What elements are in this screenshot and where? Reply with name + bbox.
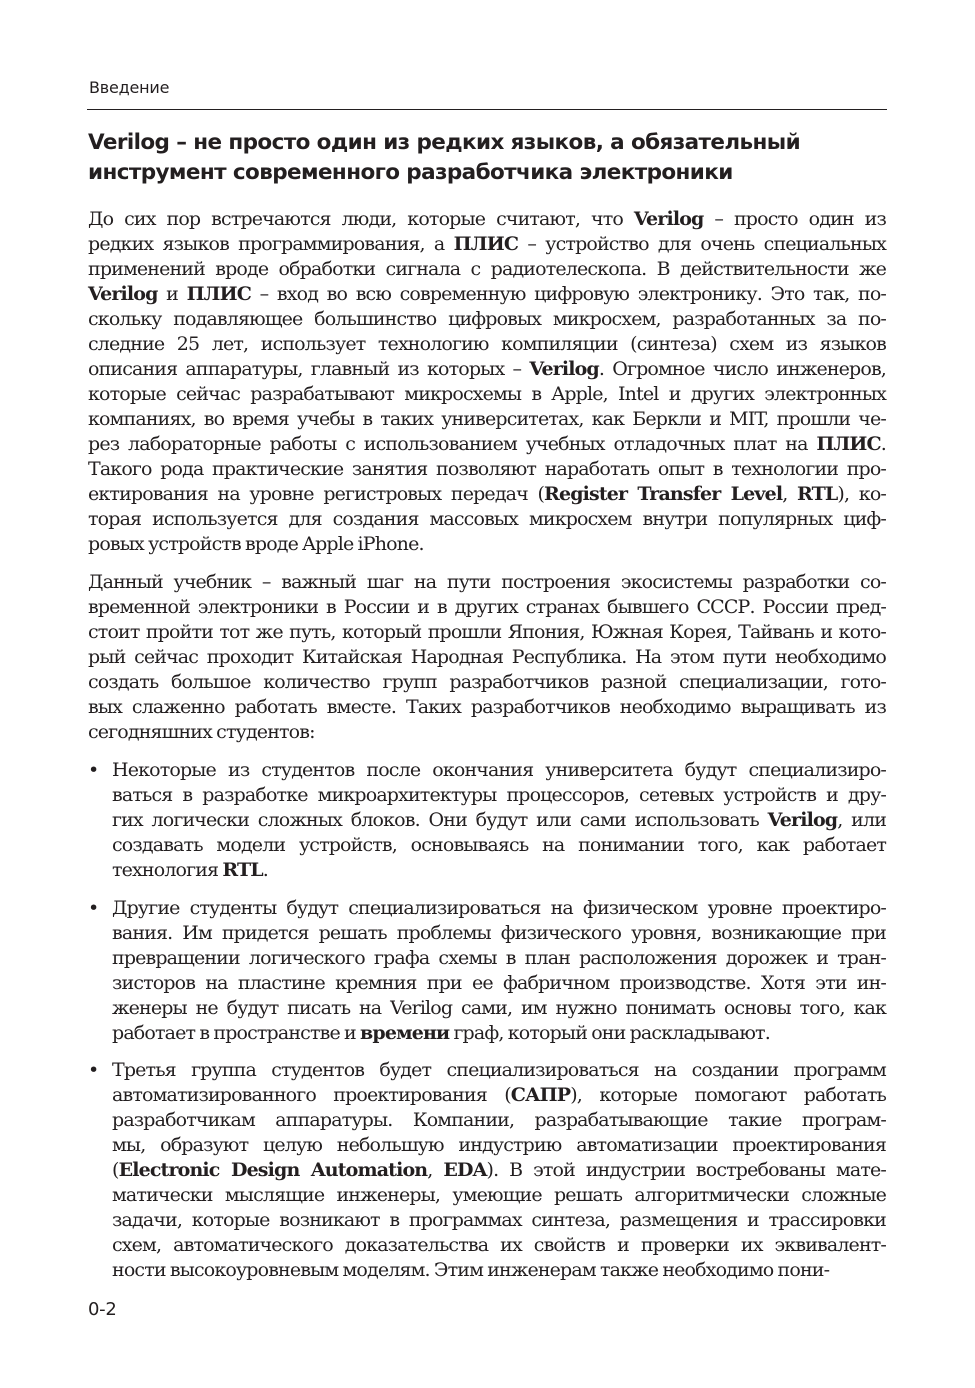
text-line: задачи, которые возникают в программах синтеза, размещения и трассировки: [112, 1209, 886, 1231]
text-line: Verilog и ПЛИС – вход во всю современную цифровую электронику. Это так, по-: [88, 283, 886, 305]
bold-term: САПР: [510, 1084, 571, 1106]
text-line: Некоторые из студентов после окончания университета будут специализиро-: [112, 759, 886, 781]
list-item-text: [112, 1058, 886, 1283]
text-line: создать большое количество групп разработчиков разной специализации, гото-: [88, 671, 886, 693]
text-line: Данный учебник – важный шаг на пути построения экосистемы разработки со-: [88, 571, 886, 593]
text-line: ровых устройств вроде Apple iPhone.: [88, 533, 424, 555]
bold-term: Register Transfer Level: [544, 483, 783, 505]
text-line: Другие студенты будут специализироваться на физическом уровне проектиро-: [112, 897, 886, 919]
text-line: стоит пройти тот же путь, который прошли Япония, Южная Корея, Тайвань и кото-: [88, 621, 886, 643]
paragraph-textbook: [88, 570, 886, 745]
text-line: зисторов на пластине кремния при ее фабричном производстве. Хотя эти ин-: [112, 972, 886, 994]
text-line: автоматизированного проектирования (САПР), которые помогают работать: [112, 1084, 886, 1106]
text-line: редких языков программирования, а ПЛИС – устройство для очень специальных: [88, 233, 887, 255]
text-line: До сих пор встречаются люди, которые считают, что Verilog – просто один из: [88, 208, 886, 230]
bold-term: RTL: [797, 483, 838, 505]
list-item-text: [112, 758, 886, 883]
header-rule: [87, 109, 887, 110]
list-item: [88, 758, 888, 883]
bold-term: Verilog: [633, 208, 704, 230]
text-line: ектирования на уровне регистровых передач (Register Transfer Level, RTL), ко-: [88, 483, 886, 505]
text-line: женеры не будут писать на Verilog сами, им нужно понимать основы того, как: [112, 997, 886, 1019]
text-line: вания. Им придется решать проблемы физического уровня, возникающие при: [112, 922, 886, 944]
list-item-text: [112, 896, 886, 1046]
text-line: торая используется для создания массовых микросхем внутри популярных циф-: [88, 508, 886, 530]
text-line: технология RTL.: [112, 859, 268, 881]
text-line: мы, образуют целую небольшую индустрию автоматизации проектирования: [112, 1134, 886, 1156]
text-line: схем, автоматического доказательства их свойств и проверки их эквивалент-: [112, 1234, 886, 1256]
text-line: рый сейчас проходит Китайская Народная Республика. На этом пути необходимо: [88, 646, 886, 668]
text-line: разработчикам аппаратуры. Компании, разрабатывающие такие програм-: [112, 1109, 886, 1131]
text-line: вых слаженно работать вместе. Таких разработчиков необходимо выращивать из: [88, 696, 886, 718]
bullet-icon: •: [88, 759, 100, 781]
bold-term: Electronic Design Automation: [118, 1159, 428, 1181]
bold-term: времени: [360, 1022, 450, 1044]
text-line: следние 25 лет, использует технологию компиляции (синтеза) схем из языков: [88, 333, 886, 355]
bold-term: Verilog: [767, 809, 838, 831]
bold-term: RTL: [222, 859, 263, 881]
bold-term: Verilog: [88, 283, 158, 305]
text-line: которые сейчас разрабатывают микросхемы в Apple, Intel и других электронных: [88, 383, 886, 405]
bold-term: EDA: [443, 1159, 487, 1181]
text-line: применений вроде обработки сигнала с радиотелескопа. В действительности же: [88, 258, 886, 280]
page-number: 0-2: [88, 1299, 117, 1320]
text-line: компаниях, во время учебы в таких университетах, как Беркли и MIT, прошли че-: [88, 408, 886, 430]
list-item: [88, 1058, 888, 1283]
text-line: сегодняшних студентов:: [88, 721, 315, 743]
text-line: скольку подавляющее большинство цифровых микросхем, разработанных за по-: [88, 308, 886, 330]
text-line: (Electronic Design Automation, EDA). В этой индустрии востребованы мате-: [112, 1159, 886, 1181]
section-title-line: Verilog – не просто один из редких языков, а обязательный: [88, 130, 801, 155]
text-line: превращении логического графа схемы в план расположения дорожек и тран-: [112, 947, 886, 969]
text-line: Такого рода практические занятия позволяют наработать опыт в технологии про-: [88, 458, 886, 480]
running-head: Введение: [89, 78, 170, 97]
section-title: [88, 128, 888, 188]
text-line: рез лабораторные работы с использованием учебных отладочных плат на ПЛИС.: [88, 433, 886, 455]
bold-term: Verilog: [529, 358, 599, 380]
text-line: создавать модели устройств, основываясь на понимании того, как работает: [112, 834, 886, 856]
paragraph-intro: [88, 207, 886, 557]
bold-term: ПЛИС: [186, 283, 252, 305]
text-line: работает в пространстве и времени граф, который они раскладывают.: [112, 1022, 770, 1044]
text-line: описания аппаратуры, главный из которых – Verilog. Огромное число инженеров,: [88, 358, 886, 380]
bold-term: ПЛИС: [453, 233, 519, 255]
text-line: временной электроники в России и в других странах бывшего СССР. России пред-: [88, 596, 886, 618]
text-line: матически мыслящие инженеры, умеющие решать алгоритмически сложные: [112, 1184, 886, 1206]
section-title-line: инструмент современного разработчика электроники: [88, 160, 733, 185]
bullet-icon: •: [88, 897, 100, 919]
bullet-icon: •: [88, 1059, 100, 1081]
bold-term: ПЛИС: [816, 433, 881, 455]
text-line: ности высокоуровневым моделям. Этим инженерам также необходимо пони-: [112, 1259, 830, 1281]
list-item: [88, 896, 888, 1046]
text-line: Третья группа студентов будет специализироваться на создании программ: [112, 1059, 886, 1081]
text-line: ваться в разработке микроархитектуры процессоров, сетевых устройств и дру-: [112, 784, 886, 806]
text-line: гих логически сложных блоков. Они будут или сами использовать Verilog, или: [112, 809, 887, 831]
